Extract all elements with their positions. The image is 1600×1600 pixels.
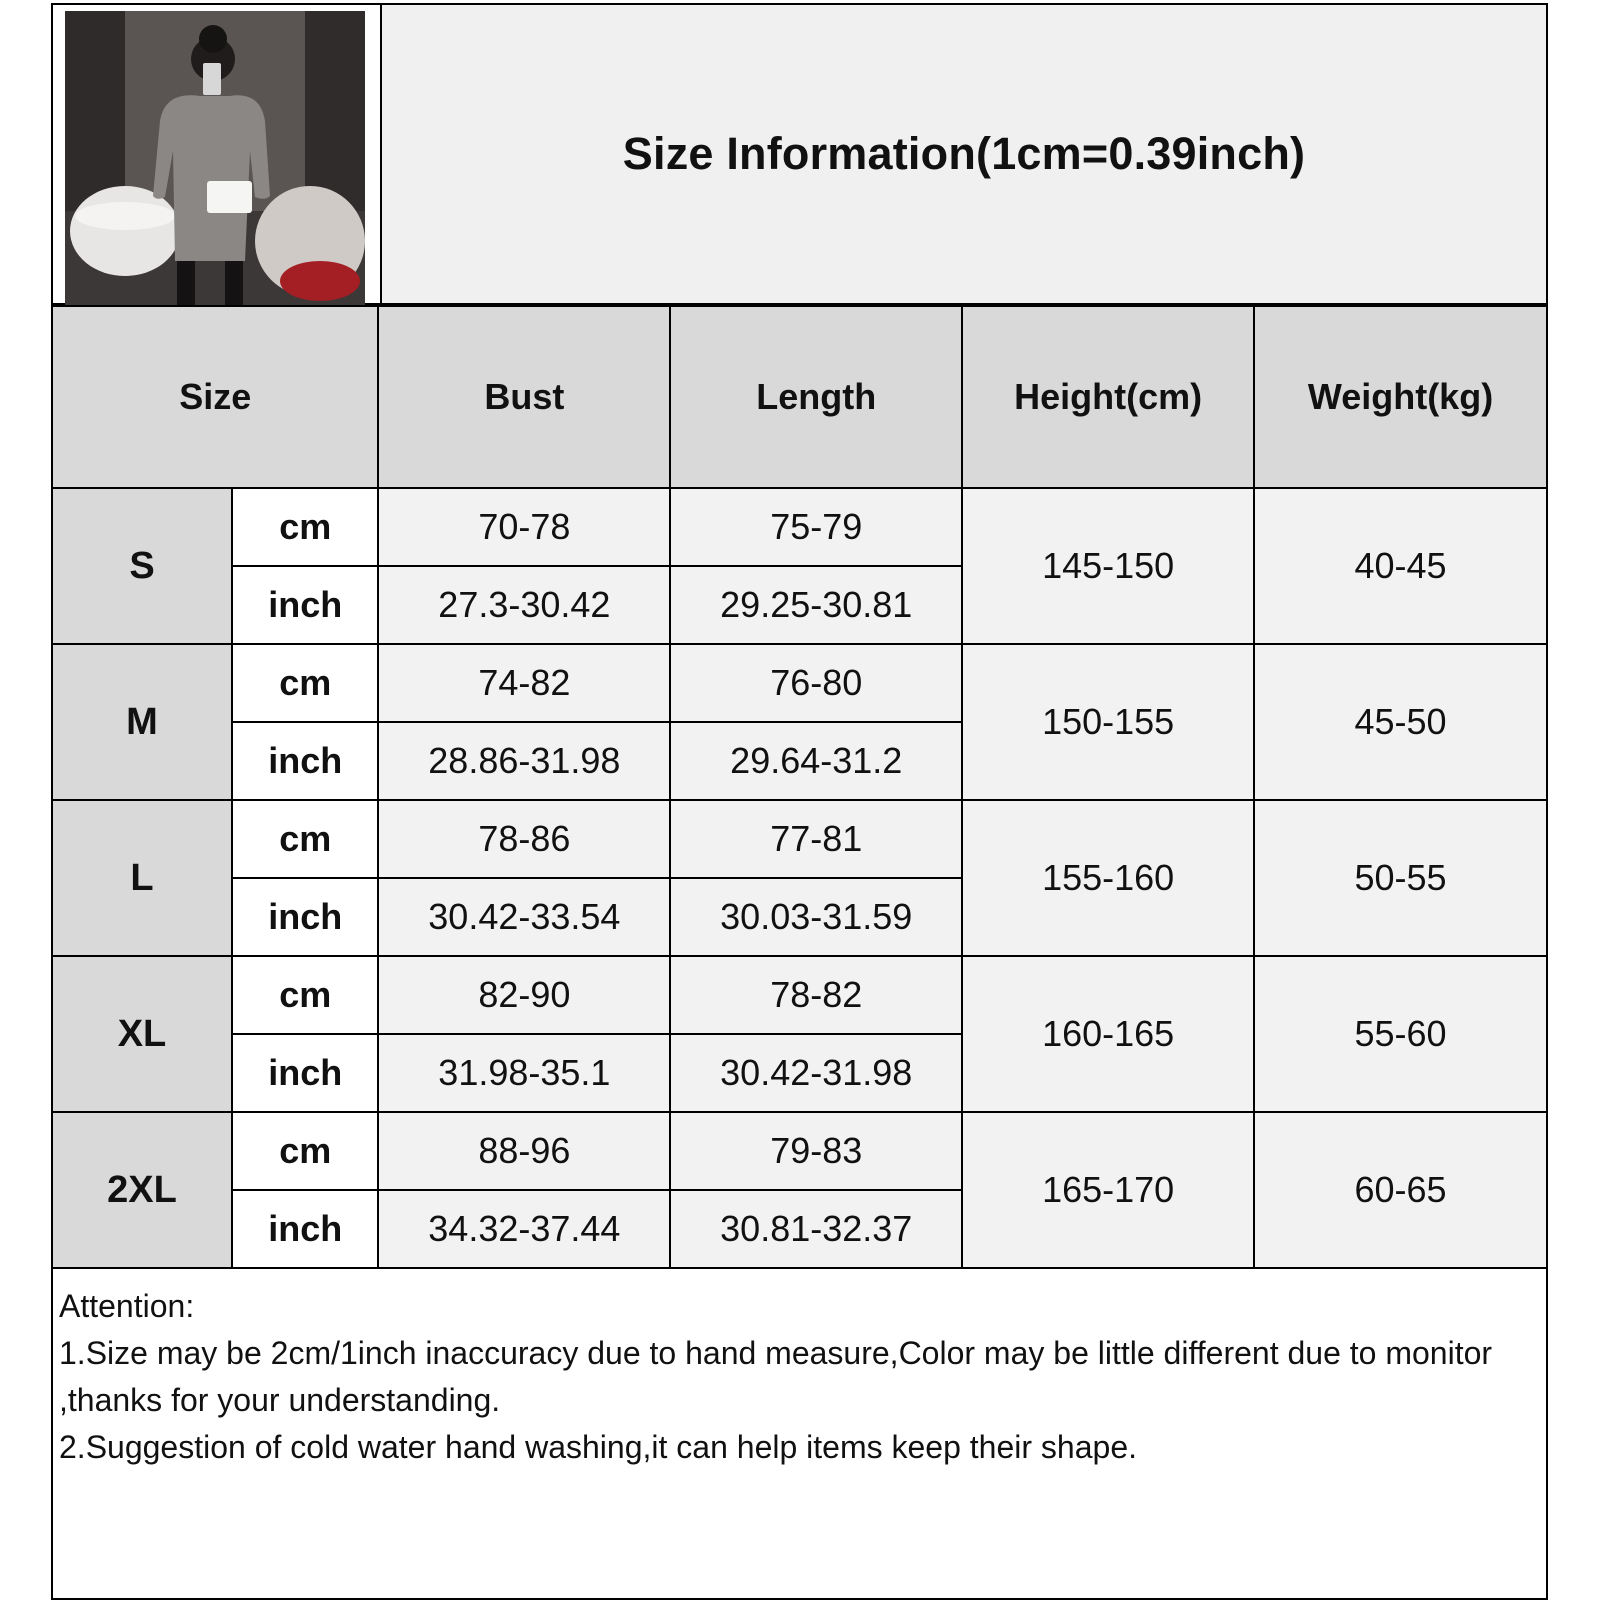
size-chart-sheet <box>51 3 1548 1600</box>
chart-header-section <box>53 5 1546 305</box>
weight-cell: 40-45 <box>1254 488 1546 644</box>
unit-inch-label: inch <box>232 1034 378 1112</box>
bust-header: Bust <box>378 306 670 488</box>
unit-inch-label: inch <box>232 566 378 644</box>
length-cm-cell: 77-81 <box>670 800 962 878</box>
size-table <box>53 305 1546 1269</box>
weight-cell: 45-50 <box>1254 644 1546 800</box>
table-row <box>53 800 1546 878</box>
weight-cell: 55-60 <box>1254 956 1546 1112</box>
height-header: Height(cm) <box>962 306 1254 488</box>
bust-cm-cell: 74-82 <box>378 644 670 722</box>
height-cell: 145-150 <box>962 488 1254 644</box>
bust-inch-cell: 31.98-35.1 <box>378 1034 670 1112</box>
bust-cm-cell: 78-86 <box>378 800 670 878</box>
attention-notes <box>59 1283 1534 1471</box>
size-header: Size <box>53 306 378 488</box>
bust-inch-cell: 30.42-33.54 <box>378 878 670 956</box>
size-label: 2XL <box>53 1112 232 1268</box>
bust-inch-cell: 27.3-30.42 <box>378 566 670 644</box>
height-cell: 150-155 <box>962 644 1254 800</box>
bust-inch-cell: 28.86-31.98 <box>378 722 670 800</box>
length-inch-cell: 30.81-32.37 <box>670 1190 962 1268</box>
size-label: XL <box>53 956 232 1112</box>
length-cm-cell: 75-79 <box>670 488 962 566</box>
size-label: S <box>53 488 232 644</box>
bust-cm-cell: 70-78 <box>378 488 670 566</box>
unit-inch-label: inch <box>232 1190 378 1268</box>
bust-inch-cell: 34.32-37.44 <box>378 1190 670 1268</box>
weight-header: Weight(kg) <box>1254 306 1546 488</box>
unit-inch-label: inch <box>232 722 378 800</box>
table-row <box>53 956 1546 1034</box>
size-info-title: Size Information(1cm=0.39inch) <box>622 128 1306 179</box>
weight-cell: 60-65 <box>1254 1112 1546 1268</box>
notes-heading: Attention: <box>59 1288 195 1324</box>
table-header-row <box>53 306 1546 488</box>
weight-cell: 50-55 <box>1254 800 1546 956</box>
length-cm-cell: 76-80 <box>670 644 962 722</box>
table-row <box>53 1112 1546 1190</box>
height-cell: 160-165 <box>962 956 1254 1112</box>
table-row <box>53 488 1546 566</box>
product-photo-illustration <box>65 11 365 305</box>
height-cell: 155-160 <box>962 800 1254 956</box>
length-cm-cell: 78-82 <box>670 956 962 1034</box>
length-header: Length <box>670 306 962 488</box>
size-label: L <box>53 800 232 956</box>
unit-cm-label: cm <box>232 956 378 1034</box>
length-inch-cell: 29.25-30.81 <box>670 566 962 644</box>
bust-cm-cell: 82-90 <box>378 956 670 1034</box>
length-cm-cell: 79-83 <box>670 1112 962 1190</box>
table-row <box>53 644 1546 722</box>
product-photo <box>65 11 365 305</box>
notes-line-2: 2.Suggestion of cold water hand washing,it can help items keep their shape. <box>59 1429 1137 1465</box>
notes-line-1: 1.Size may be 2cm/1inch inaccuracy due to hand measure,Color may be little different due to monitor ,thanks for your understanding. <box>59 1335 1493 1418</box>
bust-cm-cell: 88-96 <box>378 1112 670 1190</box>
size-info-title-cell <box>380 5 1546 303</box>
unit-cm-label: cm <box>232 800 378 878</box>
height-cell: 165-170 <box>962 1112 1254 1268</box>
unit-cm-label: cm <box>232 488 378 566</box>
unit-cm-label: cm <box>232 644 378 722</box>
length-inch-cell: 30.42-31.98 <box>670 1034 962 1112</box>
size-label: M <box>53 644 232 800</box>
length-inch-cell: 30.03-31.59 <box>670 878 962 956</box>
unit-cm-label: cm <box>232 1112 378 1190</box>
length-inch-cell: 29.64-31.2 <box>670 722 962 800</box>
unit-inch-label: inch <box>232 878 378 956</box>
